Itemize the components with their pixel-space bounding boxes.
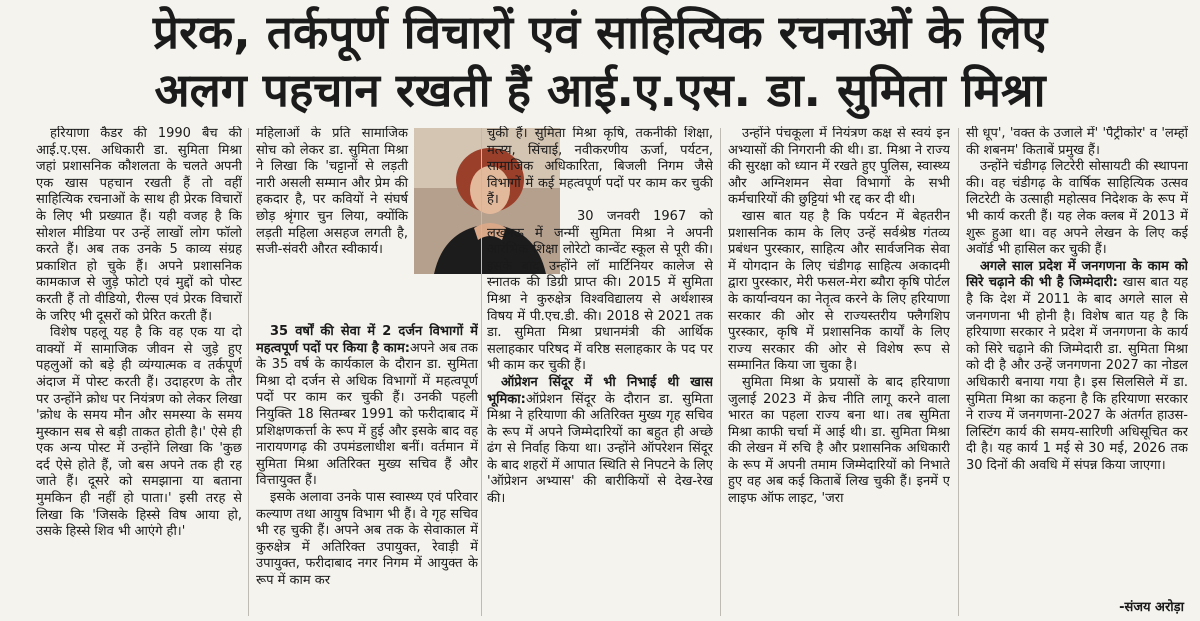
paragraph: सी धूप', 'वक्त के उजाले में' 'पैट्रीकोर' व 'लम्हों की शबनम' किताबें प्रमुख हैं। [966, 126, 1188, 158]
paragraph: महिलाओं के प्रति सामाजिक सोच को लेकर डा. सुमिता मिश्रा ने लिखा कि 'चट्टानों से लड़ती नारी असली सम्मान और प्रेम की हकदार है, पर कवियों ने संघर्ष छोड़ श्रृंगार चुन लिया, क्योंकि लड़ती महिला असहज लगती है, सजी-संवरी औरत स्वीकार्य। [256, 126, 408, 258]
subheading: ऑप्रेशन सिंदूर में भी निभाई थी खास भूमिका: [487, 374, 713, 407]
article-column-3 [487, 126, 713, 618]
column-divider [481, 128, 482, 616]
column-divider [248, 128, 249, 616]
paragraph: विशेष पहलू यह है कि वह एक या दो वाक्यों में सामाजिक जीवन से जुड़े हुए पहलुओं को बड़े ही व्यंग्यात्मक व तर्कपूर्ण अंदाज में पोस्ट करती हैं। उदाहरण के तौर पर उन्होंने क्रोध पर नियंत्रण को लेकर लिखा 'क्रोध के समय मौन और समस्या के समय मुस्कान सब से बड़ी ताकत होती है।' ऐसे ही एक अन्य पोस्ट में उन्होंने लिखा कि 'कुछ दर्द ऐसे होते हैं, जो बस अपने तक ही रह जाते हैं। दूसरे को समझाना या बताना मुमकिन ही नहीं हो पाता।' इसी तरह से लिखा कि 'जिसके हिस्से विष आया हो, उसके हिस्से शिव भी आएंगे ही।' [36, 325, 242, 540]
column-divider [720, 128, 721, 616]
paragraph: उन्होंने पंचकूला में नियंत्रण कक्ष से स्वयं इन अभ्यासों की निगरानी की थी। डा. मिश्रा ने राज्य की सुरक्षा को ध्यान में रखते हुए पुलिस, स्वास्थ्य और अग्निशमन सेवा विभागों के सभी कर्मचारियों की छुट्टियां भी रद्द कर दी थी। [728, 126, 950, 208]
headline-line-2: अलग पहचान रखती हैं आई.ए.एस. डा. सुमिता मिश्रा [154, 63, 1046, 117]
subheading: अगले साल प्रदेश में जनगणना के काम को सिरे चढ़ाने की भी है जिम्मेदारी: [966, 258, 1188, 291]
paragraph: 30 जनवरी 1967 को लखनऊ में जन्मीं सुमिता मिश्रा ने अपनी आरंभिक शिक्षा लोरेटो कान्वेंट स्कूल से पूरी की। इसके बाद उन्होंने लॉ मार्टिनियर कालेज से स्नातक की डिग्री प्राप्त की। 2015 में सुमिता मिश्रा ने कुरुक्षेत्र विश्वविद्यालय से अर्थशास्त्र विषय में पी.एच.डी. की। 2018 से 2021 तक डा. सुमिता मिश्रा प्रधानमंत्री की आर्थिक सलाहकार परिषद में वरिष्ठ सलाहकार के पद पर भी काम कर चुकी हैं। [487, 208, 713, 374]
article-column-4 [728, 126, 950, 618]
article-column-1 [36, 126, 242, 618]
column-divider [958, 128, 959, 616]
paragraph: हरियाणा कैडर की 1990 बैच की आई.ए.एस. अधिकारी डा. सुमिता मिश्रा जहां प्रशासनिक कौशलता के चलते अपनी एक खास पहचान रखती हैं तो वहीं साहित्यिक रचनाओं के साथ ही प्रेरक विचारों के लिए भी प्रख्यात हैं। यही वजह है कि सोशल मीडिया पर उन्हें लाखों लोग फॉलो करते हैं। अब तक उनके 5 काव्य संग्रह प्रकाशित हो चुके हैं। अपने प्रशासनिक कामकाज से जुड़े फोटो एवं मुद्दों को पोस्ट करती हैं तो वीडियो, रील्स एवं प्रेरक विचारों के जरिए भी दूसरों को प्रेरित करती हैं। [36, 126, 242, 324]
paragraph: ऑप्रेशन सिंदूर के दौरान डा. सुमिता मिश्रा ने हरियाणा की अतिरिक्त मुख्य गृह सचिव के रूप में अपने जिम्मेदारियों का बहुत ही अच्छे ढंग से निर्वाह किया था। उन्होंने ऑपरेशन सिंदूर के बाद शहरों में आपात स्थिति से निपटने के लिए 'ऑप्रेशन अभ्यास' की बारीकियों से देख-रेख की। [487, 391, 713, 507]
paragraph: सुमिता मिश्रा के प्रयासों के बाद हरियाणा जुलाई 2023 में क्रेच नीति लागू करने वाला भारत का पहला राज्य बना था। तब सुमिता मिश्रा काफी चर्चा में आई थी। डा. सुमिता मिश्रा की लेखन में रुचि है और प्रशासनिक अधिकारी के रूप में अपनी तमाम जिम्मेदारियों को निभाते हुए वह अब कई किताबें लिख चुकी हैं। इनमें ए लाइफ ऑफ लाइट, 'जरा [728, 374, 950, 507]
paragraph: इसके अलावा उनके पास स्वास्थ्य एवं परिवार कल्याण तथा आयुष विभाग भी हैं। वे गृह सचिव भी रह चुकी हैं। अपने अब तक के सेवाकाल में कुरुक्षेत्र में अतिरिक्त उपायुक्त, रेवाड़ी में उपायुक्त, फरीदाबाद नगर निगम में आयुक्त के रूप में काम कर [256, 489, 478, 588]
paragraph: खास बात यह है कि देश में 2011 के बाद अगले साल से जनगणना भी होनी है। विशेष बात यह है कि हरियाणा सरकार ने प्रदेश में जनगणना के कार्य को सिरे चढ़ाने की जिम्मेदारी डा. सुमिता मिश्रा को दी है और उन्हें जनगणना 2027 का नोडल अधिकारी बनाया गया है। इस सिलसिले में डा. सुमिता मिश्रा का कहना है कि हरियाणा सरकार ने राज्य में जनगणना-2027 के अंतर्गत हाउस-लिस्टिंग कार्य की समय-सारिणी अधिसूचित कर दी है। यह कार्य 1 मई से 30 मई, 2026 तक 30 दिनों की अवधि में संपन्न किया जाएगा। [966, 275, 1188, 473]
headline-line-1: प्रेरक, तर्कपूर्ण विचारों एवं साहित्यिक रचनाओं के लिए [152, 5, 1048, 59]
section [256, 324, 478, 590]
paragraph: चुकी हैं। सुमिता मिश्रा कृषि, तकनीकी शिक्षा, मत्स्य, सिंचाई, नवीकरणीय ऊर्जा, पर्यटन, सामाजिक अधिकारिता, बिजली निगम जैसे विभागों में कई महत्वपूर्ण पदों पर काम कर चुकी हैं। [487, 126, 713, 208]
headline [0, 0, 1200, 120]
article-column-5 [966, 126, 1188, 618]
byline: -संजय अरोड़ा [1119, 600, 1184, 615]
paragraph: अपने अब तक के 35 वर्ष के कार्यकाल के दौरान डा. सुमिता मिश्रा दो दर्जन से अधिक विभागों में महत्वपूर्ण पदों पर काम कर चुकी हैं। उनकी पहली नियुक्ति 18 सितम्बर 1991 को फरीदाबाद में प्रशिक्षणकर्त्ता के रूप में हुई और इसके बाद वह नारायणगढ़ की उपमंडलाधीश बनीं। वर्तमान में सुमिता मिश्रा अतिरिक्त मुख्य सचिव हैं और वित्तायुक्त हैं। [256, 340, 478, 489]
paragraph: उन्होंने चंडीगढ़ लिटरेरी सोसायटी की स्थापना की। वह चंडीगढ़ के वार्षिक साहित्यिक उत्सव लिटरेटी के उत्साही महोत्सव निदेशक के रूप में भी कार्य करती हैं। यह लेक क्लब में 2013 में शुरू हुआ था। वह अपने लेखन के लिए कई अवॉर्ड भी हासिल कर चुकी हैं। [966, 159, 1188, 258]
paragraph: खास बात यह है कि पर्यटन में बेहतरीन प्रशासनिक काम के लिए उन्हें सर्वश्रेष्ठ गंतव्य प्रबंधन पुरस्कार, साहित्य और सार्वजनिक सेवा में योगदान के लिए चंडीगढ़ साहित्य अकादमी द्वारा पुरस्कार, मेरी फसल-मेरा ब्यौरा कृषि पोर्टल के कार्यान्वयन का नेतृत्व करने के लिए हरियाणा सरकार की ओर से राज्यस्तरीय फ्लैगशिप पुरस्कार, कृषि में प्रशासनिक कार्यों के लिए राज्य सरकार की ओर से विशेष रूप से सम्मानित किया जा चुका है। [728, 208, 950, 374]
subheading: 35 वर्षों की सेवा में 2 दर्जन विभागों में महत्वपूर्ण पदों पर किया है काम: [256, 324, 478, 356]
